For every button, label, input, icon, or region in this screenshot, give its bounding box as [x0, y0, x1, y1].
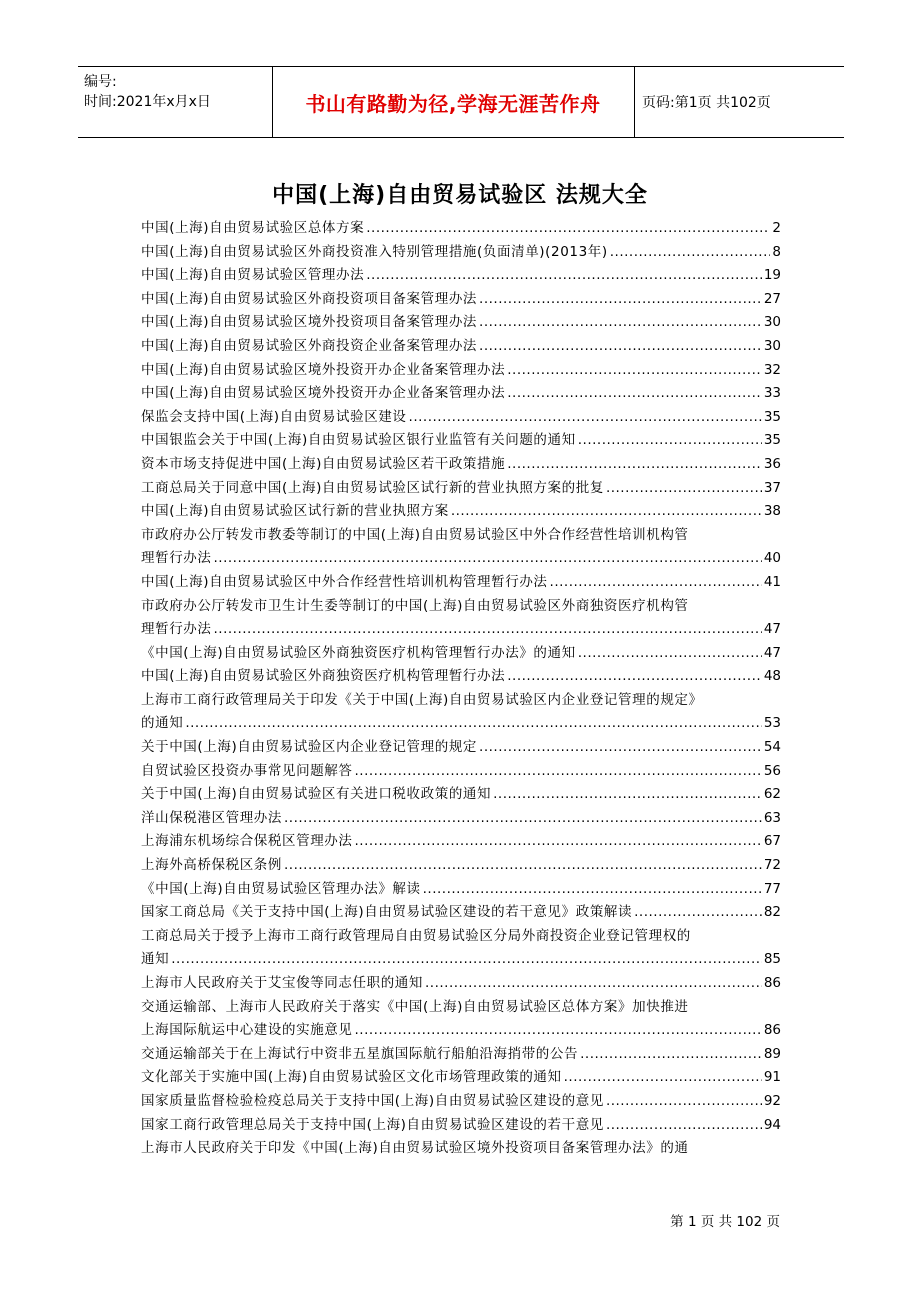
toc-entry[interactable] [141, 878, 781, 902]
toc-entry-title: 上海外高桥保税区条例 [141, 857, 282, 874]
toc-page-number: 35 [763, 432, 781, 449]
toc-dot-leader [355, 830, 762, 854]
toc-entry[interactable] [141, 311, 781, 335]
toc-page-number: 94 [763, 1116, 781, 1133]
toc-dot-leader [606, 1114, 762, 1138]
toc-dot-leader [185, 712, 762, 736]
toc-entry[interactable] [141, 807, 781, 831]
toc-dot-leader [171, 948, 762, 972]
toc-dot-leader [550, 571, 762, 595]
toc-page-number: 62 [763, 786, 781, 803]
toc-page-number: 30 [763, 314, 781, 331]
toc-entry[interactable] [141, 217, 781, 241]
toc-entry-title: 中国(上海)自由贸易试验区试行新的营业执照方案 [141, 503, 449, 520]
toc-page-number: 38 [763, 503, 781, 520]
toc-page-number: 40 [763, 550, 781, 567]
toc-entry[interactable] [141, 477, 781, 501]
toc-entry[interactable] [141, 972, 781, 996]
toc-page-number: 56 [763, 762, 781, 779]
toc-page-number: 89 [763, 1045, 781, 1062]
toc-entry-title: 交通运输部关于在上海试行中资非五星旗国际航行船舶沿海捎带的公告 [141, 1045, 579, 1062]
toc-dot-leader [409, 406, 762, 430]
toc-entry[interactable] [141, 359, 781, 383]
toc-page-number: 30 [763, 337, 781, 354]
toc-dot-leader [284, 807, 762, 831]
toc-dot-leader [507, 665, 762, 689]
toc-entry[interactable] [141, 1090, 781, 1114]
toc-entry[interactable] [141, 736, 781, 760]
toc-entry-title: 《中国(上海)自由贸易试验区管理办法》解读 [141, 880, 421, 897]
toc-dot-leader [507, 382, 762, 406]
toc-dot-leader [606, 1090, 762, 1114]
toc-entry-title: 上海市人民政府关于艾宝俊等同志任职的通知 [141, 975, 423, 991]
toc-dot-leader [214, 618, 762, 642]
toc-dot-leader [366, 264, 762, 288]
toc-dot-leader [606, 477, 762, 501]
header-motto-cell [272, 67, 635, 137]
toc-entry-title: 中国(上海)自由贸易试验区外商投资企业备案管理办法 [141, 337, 478, 354]
toc-entry-title: 保监会支持中国(上海)自由贸易试验区建设 [141, 408, 407, 425]
date-label: 时间:2021年x月x日 [84, 94, 211, 110]
toc-page-number: 47 [763, 644, 781, 661]
document-title: 中国(上海)自由贸易试验区 法规大全 [272, 183, 648, 208]
toc-entry[interactable] [141, 854, 781, 878]
toc-page-number: 63 [763, 809, 781, 826]
toc-entry-title: 国家工商总局《关于支持中国(上海)自由贸易试验区建设的若干意见》政策解读 [141, 904, 633, 921]
toc-entry-title: 的通知 [141, 715, 184, 732]
toc-entry-title: 工商总局关于同意中国(上海)自由贸易试验区试行新的营业执照方案的批复 [141, 479, 604, 496]
toc-entry-title: 工商总局关于授予上海市工商行政管理局自由贸易试验区分局外商投资企业登记管理权的 [141, 927, 691, 944]
toc-entry[interactable] [141, 453, 781, 477]
toc-entry-title: 国家工商行政管理总局关于支持中国(上海)自由贸易试验区建设的若干意见 [141, 1116, 604, 1133]
toc-entry-title: 中国(上海)自由贸易试验区境外投资开办企业备案管理办法 [141, 361, 506, 378]
toc-entry[interactable] [141, 429, 781, 453]
toc-entry-title: 中国(上海)自由贸易试验区外商独资医疗机构管理暂行办法 [141, 668, 506, 685]
toc-entry[interactable] [141, 996, 781, 1043]
toc-dot-leader [479, 736, 762, 760]
toc-entry[interactable] [141, 689, 781, 736]
toc-entry-title: 通知 [141, 951, 170, 968]
toc-entry-title: 上海浦东机场综合保税区管理办法 [141, 833, 353, 850]
toc-entry[interactable] [141, 642, 781, 666]
header-meta-cell [78, 67, 273, 137]
toc-entry-title: 市政府办公厅转发市卫生计生委等制订的中国(上海)自由贸易试验区外商独资医疗机构管 [141, 597, 689, 614]
toc-entry-title: 自贸试验区投资办事常见问题解答 [141, 762, 353, 779]
toc-entry-title: 国家质量监督检验检疫总局关于支持中国(上海)自由贸易试验区建设的意见 [141, 1092, 604, 1109]
toc-page-number: 92 [763, 1092, 781, 1109]
toc-dot-leader [634, 901, 762, 925]
toc-dot-leader [578, 429, 762, 453]
toc-page-number: 91 [763, 1069, 781, 1086]
toc-dot-leader [479, 311, 762, 335]
toc-entry-title: 市政府办公厅转发市教委等制订的中国(上海)自由贸易试验区中外合作经营性培训机构管 [141, 526, 689, 543]
toc-page-number: 32 [763, 361, 781, 378]
header-page-cell [634, 67, 844, 137]
toc-page-number: 19 [763, 267, 781, 284]
toc-entry[interactable] [141, 783, 781, 807]
toc-page-number: 27 [763, 290, 781, 307]
toc-entry-title: 理暂行办法 [141, 550, 212, 567]
toc-dot-leader [214, 547, 762, 571]
motto-text: 书山有路勤为径,学海无涯苦作舟 [305, 91, 601, 116]
toc-page-number: 67 [763, 833, 781, 850]
toc-entry[interactable] [141, 335, 781, 359]
toc-entry-title: 中国(上海)自由贸易试验区管理办法 [141, 267, 365, 284]
toc-entry[interactable] [141, 571, 781, 595]
toc-entry-title: 文化部关于实施中国(上海)自由贸易试验区文化市场管理政策的通知 [141, 1069, 562, 1086]
toc-page-number: 35 [763, 408, 781, 425]
page-header [78, 66, 844, 138]
toc-dot-leader [451, 500, 762, 524]
toc-entry[interactable] [141, 241, 781, 265]
toc-entry-title: 中国(上海)自由贸易试验区境外投资项目备案管理办法 [141, 314, 478, 331]
toc-page-number: 54 [763, 739, 781, 756]
toc-entry[interactable] [141, 1043, 781, 1067]
toc-entry-title: 上海市工商行政管理局关于印发《关于中国(上海)自由贸易试验区内企业登记管理的规定》 [141, 691, 703, 708]
toc-entry-title: 中国(上海)自由贸易试验区中外合作经营性培训机构管理暂行办法 [141, 573, 548, 590]
toc-page-number: 86 [763, 975, 781, 991]
toc-dot-leader [479, 288, 762, 312]
serial-number-label: 编号: [84, 74, 117, 90]
toc-page-number: 41 [763, 573, 781, 590]
toc-entry[interactable] [141, 288, 781, 312]
toc-entry-title: 上海国际航运中心建设的实施意见 [141, 1022, 353, 1039]
toc-page-number: 37 [763, 479, 781, 496]
toc-entry-continued[interactable]: 上海市人民政府关于印发《中国(上海)自由贸易试验区境外投资项目备案管理办法》的通 [141, 1140, 689, 1157]
toc-entry-title: 《中国(上海)自由贸易试验区外商独资医疗机构管理暂行办法》的通知 [141, 644, 576, 661]
toc-dot-leader [493, 783, 762, 807]
toc-page-number: 47 [763, 621, 781, 638]
toc-dot-leader [507, 359, 762, 383]
toc-dot-leader [578, 642, 762, 666]
toc-page-number: 85 [763, 951, 781, 968]
toc-dot-leader [284, 854, 762, 878]
toc-entry[interactable] [141, 665, 781, 689]
toc-page-number: 86 [763, 1022, 781, 1039]
toc-page-number: 77 [763, 880, 781, 897]
toc-dot-leader [580, 1043, 762, 1067]
toc-entry[interactable] [141, 925, 781, 972]
toc-entry[interactable] [141, 595, 781, 642]
toc-page-number: 48 [763, 668, 781, 685]
toc-entry-title: 交通运输部、上海市人民政府关于落实《中国(上海)自由贸易试验区总体方案》加快推进 [141, 998, 689, 1015]
toc-entry-title: 关于中国(上海)自由贸易试验区内企业登记管理的规定 [141, 739, 478, 756]
toc-entry[interactable] [141, 524, 781, 571]
toc-dot-leader [610, 241, 771, 265]
toc-entry[interactable] [141, 760, 781, 784]
page-footer: 第 1 页 共 102 页 [670, 1214, 780, 1230]
toc-entry[interactable] [141, 830, 781, 854]
toc-entry[interactable] [141, 406, 781, 430]
toc-page-number: 53 [763, 715, 781, 732]
toc-page-number: 36 [763, 455, 781, 472]
toc-dot-leader [564, 1066, 762, 1090]
toc-entry-title: 中国(上海)自由贸易试验区外商投资准入特别管理措施(负面清单)(2013年) [141, 243, 608, 260]
toc-dot-leader [355, 1019, 762, 1043]
toc-entry-title: 资本市场支持促进中国(上海)自由贸易试验区若干政策措施 [141, 455, 506, 472]
toc-entry-title: 中国(上海)自由贸易试验区总体方案 [141, 220, 365, 236]
toc-entry[interactable] [141, 500, 781, 524]
toc-page-number: 2 [772, 220, 781, 236]
header-page-info: 页码:第1页 共102页 [642, 95, 771, 111]
toc-dot-leader [425, 972, 762, 996]
toc-dot-leader [507, 453, 762, 477]
toc-dot-leader [479, 335, 762, 359]
toc-page-number: 8 [772, 243, 781, 260]
toc-entry-title: 关于中国(上海)自由贸易试验区有关进口税收政策的通知 [141, 786, 492, 803]
toc-page-number: 33 [763, 385, 781, 402]
toc-entry-title: 中国(上海)自由贸易试验区外商投资项目备案管理办法 [141, 290, 478, 307]
toc-entry-title: 中国银监会关于中国(上海)自由贸易试验区银行业监管有关问题的通知 [141, 432, 576, 449]
toc-page-number: 72 [763, 857, 781, 874]
toc-entry[interactable] [141, 901, 781, 925]
toc-entry[interactable] [141, 1066, 781, 1090]
toc-entry-title: 理暂行办法 [141, 621, 212, 638]
toc-dot-leader [355, 760, 762, 784]
toc-entry[interactable] [141, 264, 781, 288]
toc-page-number: 82 [763, 904, 781, 921]
toc-dot-leader [366, 217, 770, 241]
toc-entry-title: 洋山保税港区管理办法 [141, 809, 282, 826]
toc-entry[interactable] [141, 382, 781, 406]
toc-entry-title: 中国(上海)自由贸易试验区境外投资开办企业备案管理办法 [141, 385, 506, 402]
toc-dot-leader [423, 878, 762, 902]
toc-entry[interactable] [141, 1114, 781, 1138]
table-of-contents [141, 217, 781, 1161]
